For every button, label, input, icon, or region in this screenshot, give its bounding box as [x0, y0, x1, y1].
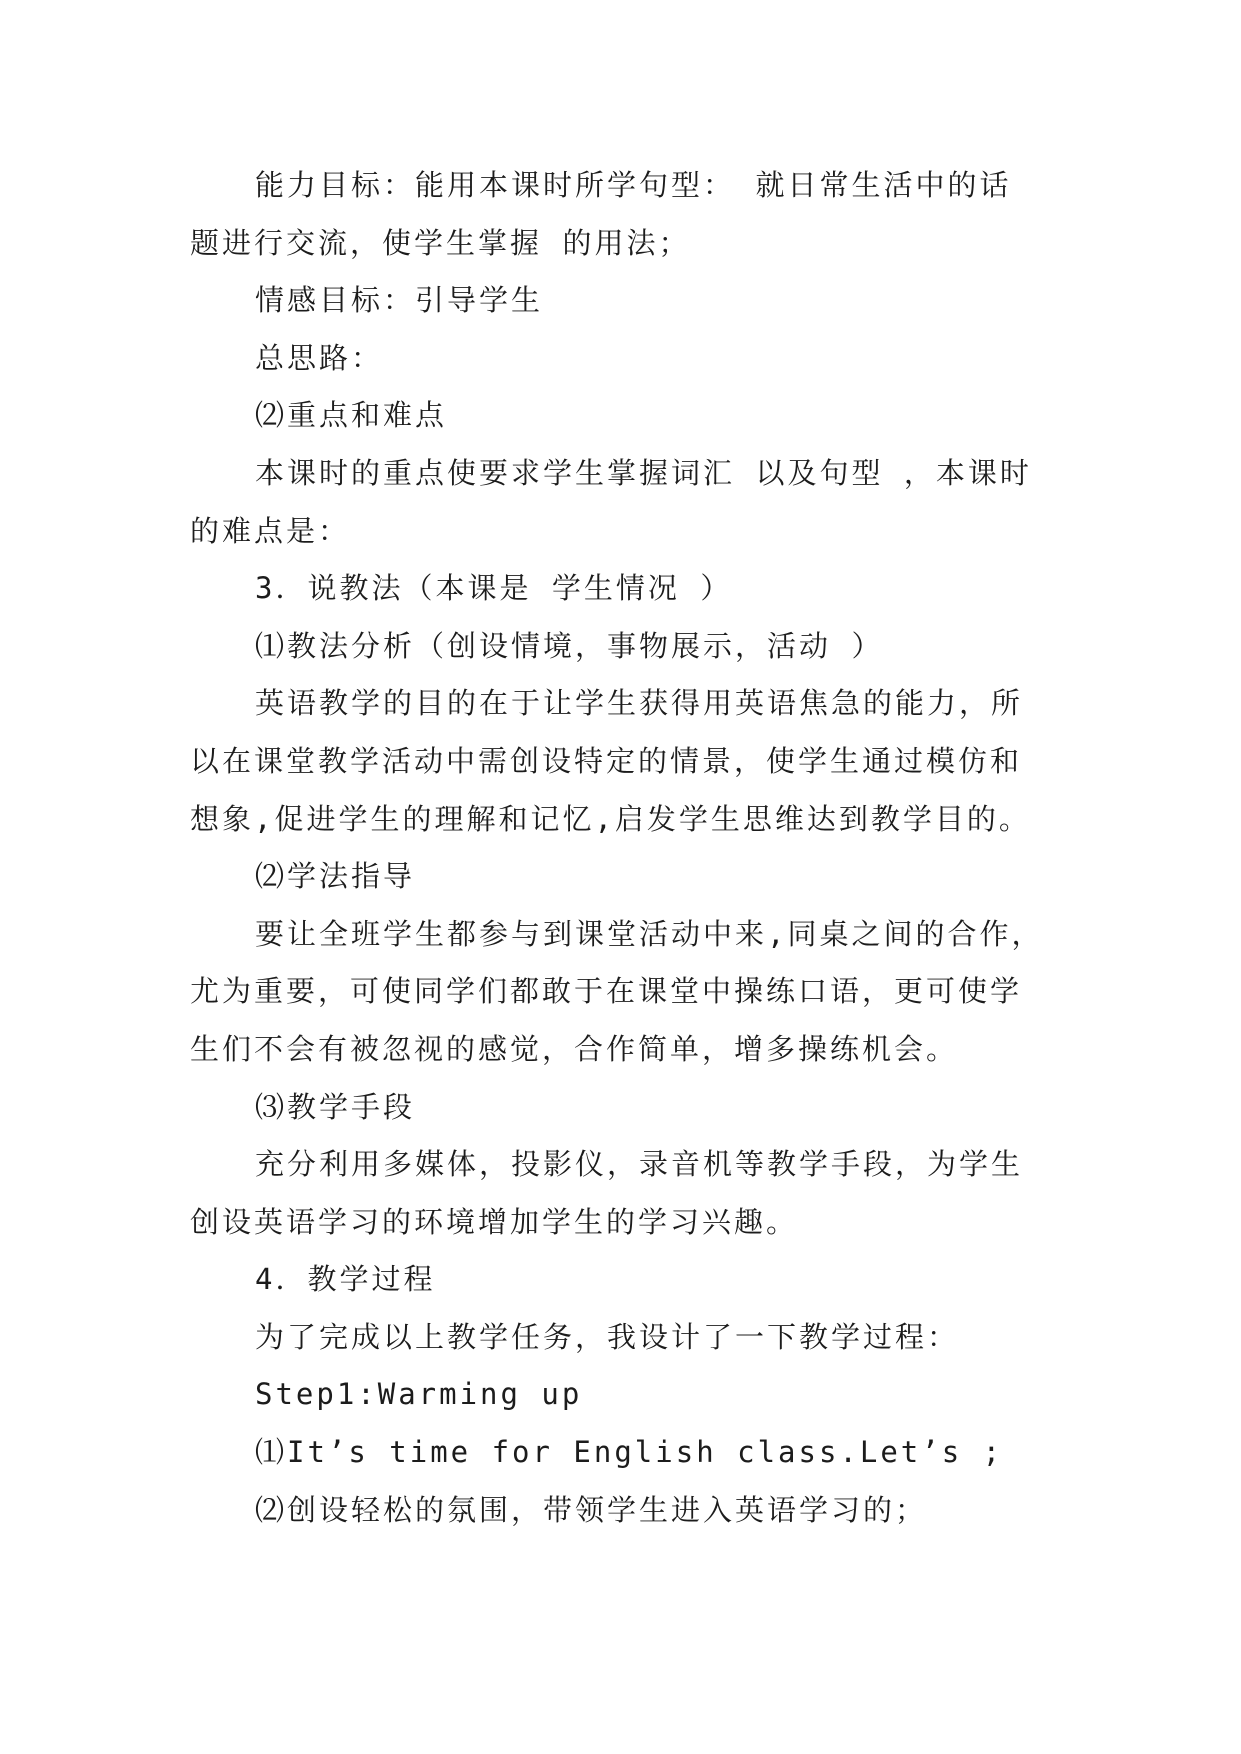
section-heading: ⑶教学手段 [255, 1089, 416, 1124]
text-line: 生们不会有被忽视的感觉，合作简单，增多操练机会。 [190, 1031, 959, 1066]
section-heading: 3．说教法（本课是 学生情况 ） [255, 571, 733, 606]
text-line: Step1:Warming up [255, 1377, 583, 1412]
section-heading: ⑵学法指导 [255, 859, 416, 894]
text-line: 要让全班学生都参与到课堂活动中来,同桌之间的合作， [255, 916, 1044, 951]
section-heading: ⑴教法分析（创设情境，事物展示，活动 ） [255, 628, 884, 663]
text-line: 情感目标：引导学生 [255, 283, 544, 318]
section-heading: 4．教学过程 [255, 1262, 436, 1297]
text-line: 的难点是： [190, 513, 351, 548]
section-heading: ⑵重点和难点 [255, 398, 448, 433]
text-line: 充分利用多媒体，投影仪，录音机等教学手段，为学生 [255, 1147, 1024, 1182]
text-line: 本课时的重点使要求学生掌握词汇 以及句型 ，本课时 [255, 455, 1032, 490]
text-line: ⑴It’s time for English class.Let’s ; [255, 1435, 1004, 1470]
text-line: 能力目标：能用本课时所学句型： 就日常生活中的话 [255, 168, 1012, 202]
text-line: 英语教学的目的在于让学生获得用英语焦急的能力，所 [255, 686, 1024, 721]
text-line: 创设英语学习的环境增加学生的学习兴趣。 [190, 1204, 799, 1239]
text-line: 为了完成以上教学任务，我设计了一下教学过程： [255, 1319, 960, 1354]
text-line: ⑵创设轻松的氛围，带领学生进入英语学习的； [255, 1492, 928, 1527]
text-line: 尤为重要，可使同学们都敢于在课堂中操练口语，更可使学 [190, 974, 1023, 1009]
text-line: 总思路： [255, 340, 384, 375]
text-line: 想象,促进学生的理解和记忆,启发学生思维达到教学目的。 [190, 801, 1031, 836]
text-line: 以在课堂教学活动中需创设特定的情景，使学生通过模仿和 [190, 743, 1023, 778]
text-line: 题进行交流，使学生掌握 的用法； [190, 225, 691, 260]
